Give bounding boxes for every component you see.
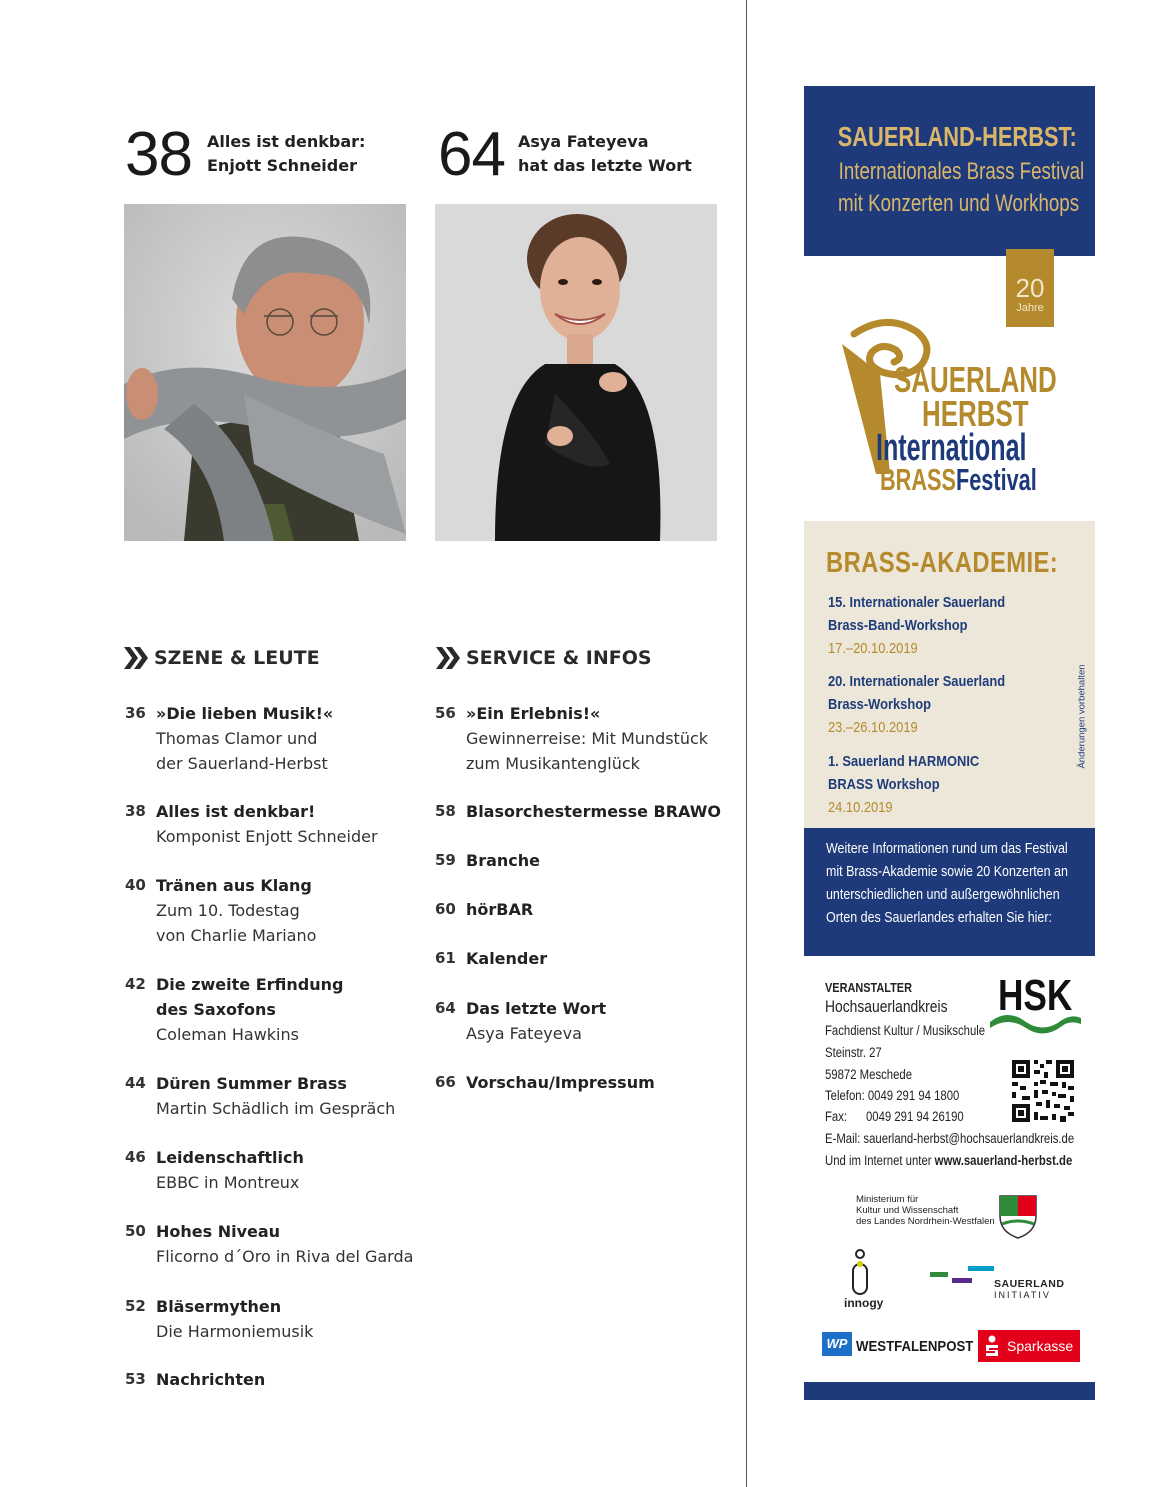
toc-page-number: 50 — [125, 1222, 146, 1240]
contact-line: Fax: 0049 291 94 26190 — [825, 1109, 964, 1124]
toc-subtitle: Martin Schädlich im Gespräch — [156, 1099, 396, 1118]
toc-entry[interactable] — [125, 1145, 425, 1195]
toc-entry[interactable] — [435, 701, 735, 776]
ministry-line: Kultur und Wissenschaft — [856, 1205, 959, 1216]
ad-subline2: mit Konzerten und Workhops — [837, 190, 1080, 217]
toc-title: Die zweite Erfindung — [156, 975, 344, 994]
ministry-line: Ministerium für — [856, 1194, 919, 1205]
toc-title: Vorschau/Impressum — [466, 1073, 655, 1092]
toc-subtitle: von Charlie Mariano — [156, 926, 317, 945]
sauerland-initiativ-logo-icon — [930, 1266, 996, 1288]
toc-page-number: 38 — [125, 802, 146, 820]
akademie-item[interactable] — [828, 670, 1005, 739]
ad-header-panel — [804, 86, 1095, 256]
innogy-label: innogy — [844, 1296, 884, 1310]
sparkasse-s-icon — [983, 1335, 1001, 1357]
changes-reserved-note: Änderungen vorbehalten — [1076, 664, 1088, 769]
contact-email[interactable]: E-Mail: sauerland-herbst@hochsauerlandkreis.de — [825, 1131, 1075, 1146]
toc-entry[interactable] — [435, 1070, 735, 1095]
toc-subtitle: der Sauerland-Herbst — [156, 754, 328, 773]
feature-2-page-number: 64 — [438, 120, 505, 189]
toc-subtitle: EBBC in Montreux — [156, 1173, 300, 1192]
akademie-item-line1: 1. Sauerland HARMONIC — [828, 753, 980, 770]
sparkasse-logo — [978, 1330, 1080, 1362]
toc-entry[interactable] — [125, 799, 425, 849]
info-line: mit Brass-Akademie sowie 20 Konzerten an — [826, 864, 1068, 880]
akademie-item[interactable] — [828, 750, 979, 819]
ad-subline2-wrap — [804, 190, 1095, 218]
toc-subtitle: Asya Fateyeva — [466, 1024, 582, 1043]
toc-title-line2: des Saxofons — [156, 1000, 276, 1019]
akademie-item-line2: BRASS Workshop — [828, 776, 940, 793]
double-chevron-icon — [434, 645, 462, 671]
hsk-wave-icon — [988, 1008, 1083, 1034]
akademie-title: BRASS-AKADEMIE: — [826, 547, 1059, 579]
toc-title: Das letzte Wort — [466, 999, 607, 1018]
toc-entry[interactable] — [125, 1219, 425, 1269]
section-title: SERVICE & INFOS — [466, 647, 652, 669]
badge-word: Jahre — [1016, 302, 1044, 314]
toc-entry[interactable] — [435, 897, 735, 922]
section-title: SZENE & LEUTE — [154, 647, 320, 669]
toc-page-number: 52 — [125, 1297, 146, 1315]
section-header-service-infos — [434, 645, 652, 671]
toc-page-number: 42 — [125, 975, 146, 993]
ad-subline1-wrap — [804, 158, 1095, 186]
toc-entry[interactable] — [125, 873, 425, 948]
toc-title: Hohes Niveau — [156, 1222, 281, 1241]
toc-title: Bläsermythen — [156, 1297, 282, 1316]
toc-entry[interactable] — [125, 1071, 425, 1121]
contact-line: 59872 Meschede — [825, 1067, 913, 1082]
akademie-item-line1: 15. Internationaler Sauerland — [828, 594, 1006, 611]
logo-text-international: International — [876, 427, 1027, 469]
feature-1-line1: Alles ist denkbar: — [207, 132, 366, 151]
feature-1-title[interactable] — [207, 130, 365, 178]
toc-title: Leidenschaftlich — [156, 1148, 304, 1167]
toc-title: Blasorchestermesse BRAWO — [466, 802, 721, 821]
logo-text-brass: BRASS — [880, 462, 956, 497]
brass-akademie-panel — [804, 521, 1095, 828]
info-line: unterschiedlichen und außergewöhnlichen — [826, 887, 1060, 903]
toc-title: Düren Summer Brass — [156, 1074, 347, 1093]
contact-line: Telefon: 0049 291 94 1800 — [825, 1088, 960, 1103]
anniversary-badge — [1006, 249, 1054, 327]
contact-line: Steinstr. 27 — [825, 1045, 882, 1060]
column-divider — [746, 0, 747, 1487]
qr-code-icon[interactable] — [1010, 1058, 1076, 1124]
toc-page-number: 66 — [435, 1073, 456, 1091]
toc-entry[interactable] — [435, 848, 735, 873]
sauerland-herbst-ad[interactable] — [804, 86, 1095, 1400]
toc-title: Branche — [466, 851, 540, 870]
veranstalter-name: Hochsauerlandkreis — [825, 998, 948, 1016]
toc-subtitle: Zum 10. Todestag — [156, 901, 300, 920]
nrw-coat-of-arms-icon — [998, 1194, 1038, 1240]
toc-page-number: 56 — [435, 704, 456, 722]
internet-line — [825, 1151, 1072, 1171]
toc-title: »Die lieben Musik!« — [156, 704, 334, 723]
ad-bottom-bar — [804, 1382, 1095, 1400]
photo-enjott-schneider[interactable] — [124, 204, 406, 541]
toc-entry[interactable] — [125, 1294, 425, 1344]
akademie-item[interactable] — [828, 591, 1005, 660]
toc-title: »Ein Erlebnis!« — [466, 704, 601, 723]
toc-subtitle: zum Musikantenglück — [466, 754, 640, 773]
toc-title: Kalender — [466, 949, 548, 968]
logo-text-brass-festival — [880, 464, 1037, 496]
internet-url[interactable]: www.sauerland-herbst.de — [934, 1153, 1073, 1168]
initiativ-text: INITIATIV — [994, 1290, 1051, 1300]
toc-subtitle: Thomas Clamor und — [156, 729, 318, 748]
hsk-logo — [988, 971, 1083, 1034]
info-line: Orten des Sauerlandes erhalten Sie hier: — [826, 910, 1052, 926]
akademie-item-line1: 20. Internationaler Sauerland — [828, 673, 1006, 690]
akademie-item-line2: Brass-Band-Workshop — [828, 617, 968, 634]
toc-entry[interactable] — [435, 799, 735, 824]
feature-2-line2: hat das letzte Wort — [518, 156, 692, 175]
toc-subtitle: Flicorno d´Oro in Riva del Garda — [156, 1247, 414, 1266]
ministry-line: des Landes Nordrhein-Westfalen — [856, 1216, 995, 1227]
toc-page-number: 58 — [435, 802, 456, 820]
toc-entry[interactable] — [435, 946, 735, 971]
info-panel — [804, 828, 1095, 956]
sparkasse-label: Sparkasse — [1007, 1338, 1074, 1354]
wp-logo-text: WP — [826, 1336, 848, 1351]
toc-title: hörBAR — [466, 900, 534, 919]
akademie-item-date: 17.–20.10.2019 — [828, 640, 918, 657]
toc-page-number: 60 — [435, 900, 456, 918]
toc-entry[interactable] — [125, 972, 425, 1047]
toc-entry[interactable] — [125, 1367, 425, 1392]
internet-prefix: Und im Internet unter — [825, 1153, 935, 1168]
feature-2-line1: Asya Fateyeva — [518, 132, 649, 151]
ad-subline1: Internationales Brass Festival — [838, 158, 1085, 185]
badge-number: 20 — [1015, 273, 1045, 303]
contact-line: Fachdienst Kultur / Musikschule — [825, 1023, 986, 1038]
photo-asya-fateyeva[interactable] — [435, 204, 717, 541]
logo-text-sauerland: SAUERLAND — [894, 359, 1057, 400]
toc-page-number: 64 — [435, 999, 456, 1017]
toc-subtitle: Coleman Hawkins — [156, 1025, 299, 1044]
toc-page-number: 36 — [125, 704, 146, 722]
toc-page-number: 61 — [435, 949, 456, 967]
wp-logo-badge — [822, 1332, 852, 1356]
ad-headline: SAUERLAND-HERBST: — [837, 121, 1077, 152]
toc-title: Tränen aus Klang — [156, 876, 312, 895]
akademie-item-date: 24.10.2019 — [828, 799, 893, 816]
toc-page-number: 44 — [125, 1074, 146, 1092]
toc-page-number: 59 — [435, 851, 456, 869]
akademie-item-date: 23.–26.10.2019 — [828, 719, 918, 736]
toc-title: Alles ist denkbar! — [156, 802, 316, 821]
feature-1-page-number: 38 — [125, 120, 192, 189]
toc-subtitle: Die Harmoniemusik — [156, 1322, 314, 1341]
toc-subtitle: Gewinnerreise: Mit Mundstück — [466, 729, 709, 748]
logo-text-festival: Festival — [955, 462, 1037, 497]
section-header-szene-leute — [122, 645, 320, 671]
toc-title: Nachrichten — [156, 1370, 266, 1389]
info-line: Weitere Informationen rund um das Festival — [826, 841, 1068, 857]
toc-page-number: 46 — [125, 1148, 146, 1166]
westfalenpost-label: WESTFALENPOST — [856, 1338, 974, 1355]
ministry-logo-text — [856, 1194, 995, 1227]
akademie-item-line2: Brass-Workshop — [828, 696, 931, 713]
toc-entry[interactable] — [125, 701, 425, 776]
innogy-logo-icon — [850, 1248, 870, 1296]
toc-page-number: 53 — [125, 1370, 146, 1388]
toc-subtitle: Komponist Enjott Schneider — [156, 827, 378, 846]
feature-1-line2: Enjott Schneider — [207, 156, 357, 175]
veranstalter-label: VERANSTALTER — [825, 980, 912, 995]
toc-entry[interactable] — [435, 996, 735, 1046]
sauerland-text: SAUERLAND — [994, 1278, 1065, 1290]
sauerland-initiativ-label — [994, 1279, 1064, 1300]
double-chevron-icon — [122, 645, 150, 671]
hsk-logo-text: HSK — [998, 971, 1073, 1020]
ad-headline-wrap — [804, 121, 1095, 153]
logo-text-herbst: HERBST — [922, 393, 1029, 434]
feature-2-title[interactable] — [518, 130, 692, 178]
toc-page-number: 40 — [125, 876, 146, 894]
